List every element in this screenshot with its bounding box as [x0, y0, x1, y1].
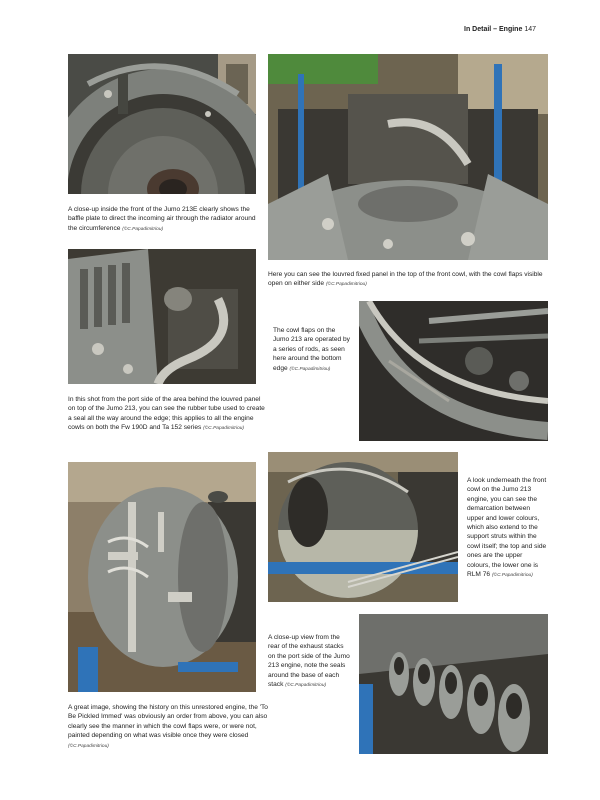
photo-credit: (©C.Papadimitriou) — [491, 573, 533, 579]
caption-cowl-flap-rods — [273, 326, 351, 374]
photo-cowl-underside — [268, 452, 458, 602]
caption-engine-front-baffle — [68, 205, 258, 234]
photo-engine-front-baffle — [68, 54, 256, 194]
caption-text: A close-up view from the rear of the exhaust stacks on the port side of the Jumo 213 engine, note the seals around the base of each stack — [268, 634, 350, 689]
photo-credit: (©C.Papadimitriou) — [68, 743, 109, 749]
caption-text: A close-up inside the front of the Jumo 213E clearly shows the baffle plate to direct the incoming air through the radiator around the circumference — [68, 206, 256, 232]
page-header — [464, 26, 536, 33]
photo-unrestored-engine — [68, 462, 256, 692]
caption-cowl-underside — [467, 476, 547, 580]
photo-cowl-flap-rods — [359, 301, 548, 441]
photo-credit: (©C.Papadimitriou) — [203, 426, 245, 432]
page-number: 147 — [524, 26, 536, 33]
photo-credit: (©C.Papadimitriou) — [285, 683, 327, 689]
photo-credit: (©C.Papadimitriou) — [325, 282, 367, 288]
caption-rubber-seal — [68, 395, 268, 434]
photo-louvred-panel — [268, 54, 548, 260]
photo-credit: (©C.Papadimitriou) — [122, 226, 164, 232]
caption-text: A look underneath the front cowl on the Jumo 213 engine, you can see the demarcation between upper and lower colours, which also extend to the support struts within the cowl itself; the top and side ones are the upper colours, the lower one is RLM 76 — [467, 477, 547, 579]
photo-exhaust-stacks — [359, 614, 548, 754]
caption-text: The cowl flaps on the Jumo 213 are operated by a series of rods, as seen here around the bottom edge — [273, 327, 350, 372]
caption-louvred-panel — [268, 270, 548, 290]
caption-text: A great image, showing the history on this unrestored engine, the 'To Be Pickled Immed' was obviously an order from above, you can also clearly see the manner in which the cowl flaps were, or were not, painted depending on what was visible once they were closed — [68, 704, 268, 740]
photo-rubber-seal — [68, 249, 256, 384]
caption-text: In this shot from the port side of the area behind the louvred panel on top of the Jumo 213, you can see the rubber tube used to create a seal all the way around the edge; this applies to all the engine cowls on both the Fw 190D and Ta 152 series — [68, 396, 265, 432]
photo-credit: (©C.Papadimitriou) — [289, 366, 331, 372]
caption-exhaust-stacks — [268, 633, 352, 690]
caption-unrestored-engine — [68, 703, 268, 751]
caption-text: Here you can see the louvred fixed panel in the top of the front cowl, with the cowl flaps visible open on either side — [268, 271, 543, 288]
section-title: In Detail – Engine — [464, 26, 523, 33]
